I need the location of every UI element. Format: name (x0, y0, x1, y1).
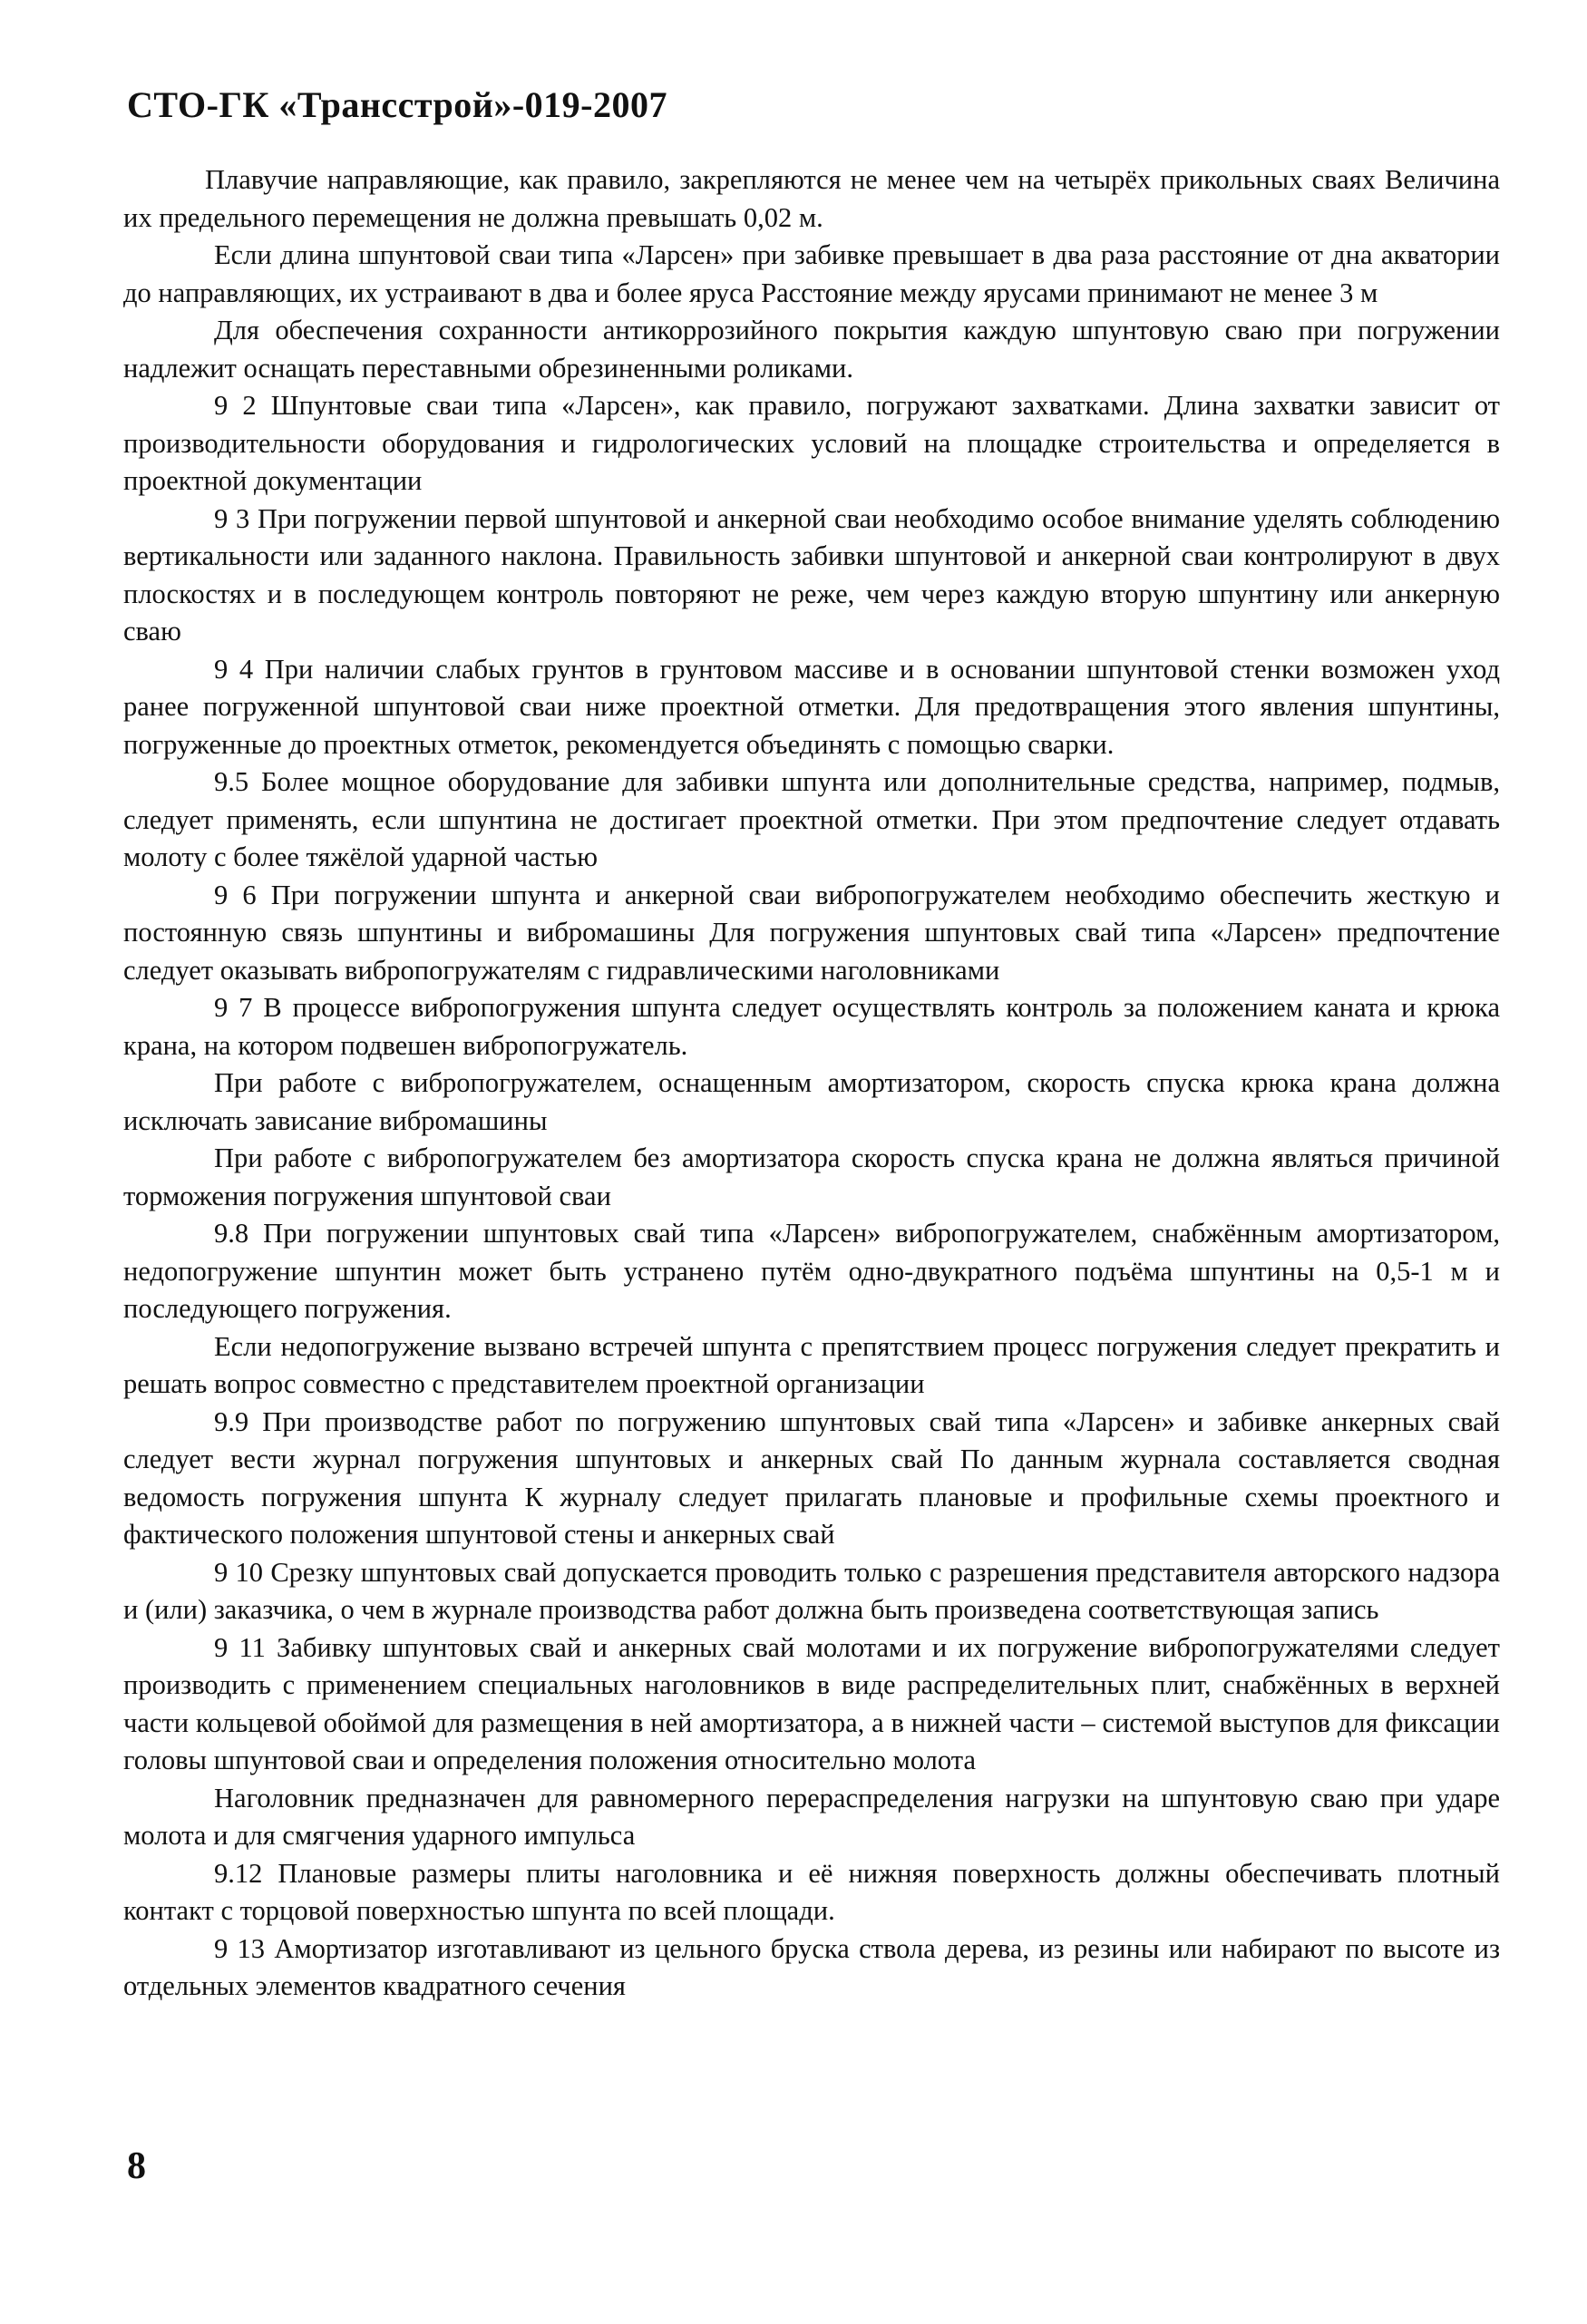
paragraph-vibro-without-damper: При работе с вибропогружателем без амортизатора скорость спуска крана не должна являться причиной торможения погружения шпунтовой сваи (123, 1143, 1500, 1211)
paragraph-9-9: 9.9 При производстве работ по погружению шпунтовых свай типа «Ларсен» и забивке анкерных свай следует вести журнал погружения шпунтовых и анкерных свай По данным журнала составляется сводная ведомость погружения шпунта К журналу следует прилагать плановые и профильные схемы проектного и фактического положения шпунтовой стены и анкерных свай (123, 1405, 1500, 1550)
paragraph-obstacle: Если недопогружение вызвано встречей шпунта с препятствием процесс погружения следует прекратить и решать вопрос совместно с представителем проектной организации (123, 1330, 1500, 1399)
page-number: 8 (127, 2145, 146, 2187)
paragraph-coating-protection: Для обеспечения сохранности антикоррозийного покрытия каждую шпунтовую сваю при погружении надлежит оснащать переставными обрезиненными роликами. (123, 315, 1500, 384)
paragraph-9-7: 9 7 В процессе вибропогружения шпунта следует осуществлять контроль за положением каната и крюка крана, на котором подвешен вибропогружатель. (123, 992, 1500, 1061)
paragraph-guide-tiers: Если длина шпунтовой сваи типа «Ларсен» при забивке превышает в два раза расстояние от дна акватории до направляющих, их устраивают в два и более яруса Расстояние между ярусами принимают не менее 3 м (123, 239, 1500, 308)
paragraph-9-6: 9 6 При погружении шпунта и анкерной сваи вибропогружателем необходимо обеспечить жесткую и постоянную связь шпунтины и вибромашины Для погружения шпунтовых свай типа «Ларсен» предпочтение следует оказывать вибропогружателям с гидравлическими наголовниками (123, 879, 1500, 986)
paragraph-9-13: 9 13 Амортизатор изготавливают из цельного бруска ствола дерева, из резины или набирают по высоте из отдельных элементов квадратного сечения (123, 1932, 1500, 2001)
document-body (123, 161, 1500, 2006)
paragraph-floating-guides: Плавучие направляющие, как правило, закрепляются не менее чем на четырёх прикольных сваях Величина их предельного перемещения не должна превышать 0,02 м. (123, 164, 1500, 233)
paragraph-vibro-with-damper: При работе с вибропогружателем, оснащенным амортизатором, скорость спуска крюка крана должна исключать зависание вибромашины (123, 1067, 1500, 1136)
paragraph-9-10: 9 10 Срезку шпунтовых свай допускается проводить только с разрешения представителя авторского надзора и (или) заказчика, о чем в журнале производства работ должна быть произведена соответствующая запись (123, 1556, 1500, 1625)
document-standard-title: СТО-ГК «Трансстрой»-019-2007 (127, 84, 667, 125)
paragraph-9-8: 9.8 При погружении шпунтовых свай типа «Ларсен» вибропогружателем, снабжённым амортизатором, недопогружение шпунтин может быть устранено путём одно-двукратного подъёма шпунтины на 0,5-1 м и последующего погружения. (123, 1218, 1500, 1324)
paragraph-9-4: 9 4 При наличии слабых грунтов в грунтовом массиве и в основании шпунтовой стенки возможен уход ранее погруженной шпунтовой сваи ниже проектной отметки. Для предотвращения этого явления шпунтины, погруженные до проектных отметок, рекомендуется объединять с помощью сварки. (123, 653, 1500, 760)
paragraph-9-11: 9 11 Забивку шпунтовых свай и анкерных свай молотами и их погружение вибропогружателями следует производить с применением специальных наголовников в виде распределительных плит, снабжённых в верхней части кольцевой обоймой для размещения в ней амортизатора, а в нижней части – системой выступов для фиксации головы шпунтовой сваи и определения положения относительно молота (123, 1631, 1500, 1775)
paragraph-9-2: 9 2 Шпунтовые сваи типа «Ларсен», как правило, погружают захватками. Длина захватки зависит от производительности оборудования и гидрологических условий на площадке строительства и определяется в проектной документации (123, 390, 1500, 496)
paragraph-9-5: 9.5 Более мощное оборудование для забивки шпунта или дополнительные средства, например, подмыв, следует применять, если шпунтина не достигает проектной отметки. При этом предпочтение следует отдавать молоту с более тяжёлой ударной частью (123, 766, 1500, 872)
paragraph-9-3: 9 3 При погружении первой шпунтовой и анкерной сваи необходимо особое внимание уделять соблюдению вертикальности или заданного наклона. Правильность забивки шпунтовой и анкерной сваи контролируют в двух плоскостях и в последующем контроль повторяют не реже, чем через каждую вторую шпунтину или анкерную сваю (123, 502, 1500, 647)
paragraph-9-12: 9.12 Плановые размеры плиты наголовника и её нижняя поверхность должны обеспечивать плотный контакт с торцовой поверхностью шпунта по всей площади. (123, 1857, 1500, 1926)
paragraph-cap-purpose: Наголовник предназначен для равномерного перераспределения нагрузки на шпунтовую сваю при ударе молота и для смягчения ударного импульса (123, 1782, 1500, 1851)
